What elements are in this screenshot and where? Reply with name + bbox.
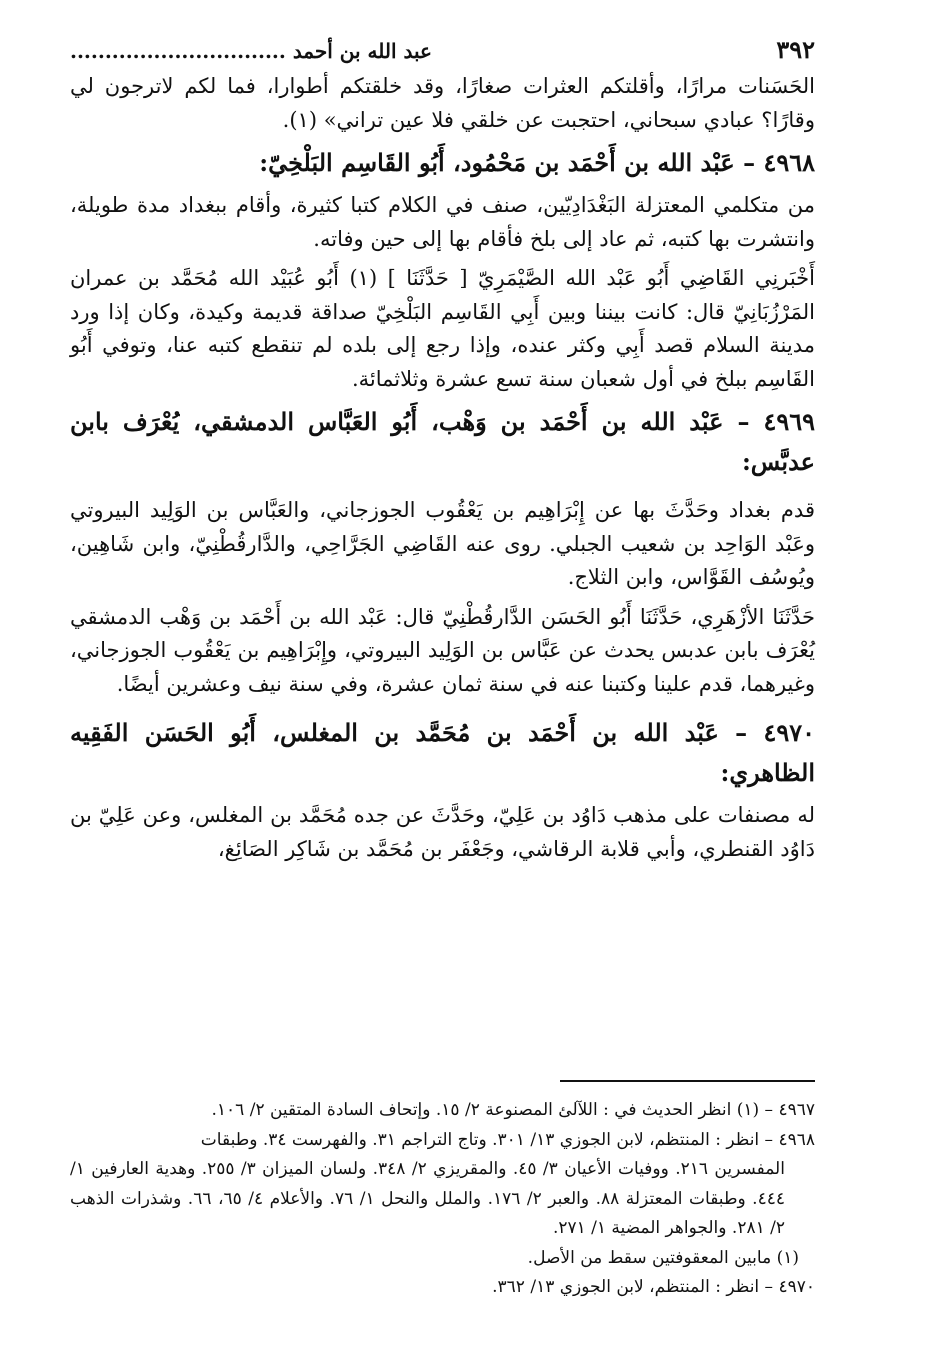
footnote-4970: ٤٩٧٠ – انظر : المنتظم، لابن الجوزي ١٣/ ٣٦٢. [492, 1277, 815, 1297]
page-number: ٣٩٢ [776, 35, 815, 64]
book-page [70, 30, 815, 1330]
entry-4969-paragraph-1: قدم بغداد وحَدَّثَ بها عن إِبْرَاهِيم بن يَعْقُوب الجوزجاني، والعَبَّاس بن الوَلِيد البيروتي وعَبْد الوَاحِد بن شعيب الجبلي. روى عنه القَاضِي الجَرَّاحِي، والدَّارقُطْنِيّ، وابن شَاهِين، ويُوسُف القَوَّاس، وابن الثلاج. [70, 498, 815, 589]
footnote-4968-note: (١) مابين المعقوفتين سقط من الأصل. [527, 1247, 799, 1268]
footnote-4968-line-1: ٤٩٦٨ – انظر : المنتظم، لابن الجوزي ١٣/ ٣٠١. وتاج التراجم ٣١. والفهرست ٣٤. وطبقات [200, 1129, 815, 1150]
footnotes [70, 1096, 815, 1303]
running-title-text: عبد الله بن أحمد [292, 39, 432, 63]
page-header [70, 30, 815, 70]
entry-heading-4970: ٤٩٧٠ – عَبْد الله بن أَحْمَد بن مُحَمَّد بن المغلس، أَبُو الحَسَن الفَقِيه الظاهري: [70, 718, 815, 787]
entry-heading-4969: ٤٩٦٩ – عَبْد الله بن أَحْمَد بن وَهْب، أَبُو العَبَّاس الدمشقي، يُعْرَف بابن عدبَّس: [70, 407, 815, 476]
footnote-4968-continued: المفسرين ٢١٦. ووفيات الأعيان ٣/ ٤٥. والمقريزي ٢/ ٣٤٨. ولسان الميزان ٣/ ٢٥٥. وهدية العارفين ١/ ٤٤٤. وطبقات المعتزلة ٨٨. والعبر ٢/ ١٧٦. والملل والنحل ١/ ٧٦. والأعلام ٤/ ٦٥، ٦٦. وشذرات الذهب ٢/ ٢٨١. والجواهر المضية ١/ ٢٧١. [70, 1159, 785, 1238]
entry-4968-paragraph-2: أَخْبَرنِي القَاضِي أَبُو عَبْد الله الصَّيْمَرِيّ [ حَدَّثَنَا ] (١) أَبُو عُبَيْد الله مُحَمَّد بن عمران المَرْزُبَانِيّ قال: كانت بيننا وبين أَبِي القَاسِم البَلْخِيّ صداقة قديمة وكيدة، وكان إذا ورد مدينة السلام قصد أَبِي وكثر عنده، وإذا رجع إلى بلده لم تنقطع كتبه عنا، وتوفي أَبُو القَاسِم ببلخ في أول شعبان سنة تسع عشرة وثلاثمائة. [70, 266, 815, 391]
entry-4969-paragraph-2: حَدَّثَنَا الأزْهَرِي، حَدَّثَنَا أَبُو الحَسَن الدَّارقُطْنِيّ قال: عَبْد الله بن أَحْمَد بن وَهْب الدمشقي يُعْرَف بابن عدبس يحدث عن عَبَّاس بن الوَلِيد البيروتي، وإِبْرَاهِيم بن يَعْقُوب الجوزجاني، وغيرهما، قدم علينا وكتبنا عنه في سنة ثمان عشرة، وفي سنة نيف وعشرين أيضًا. [70, 604, 815, 696]
entry-4970-paragraph-1: له مصنفات على مذهب دَاوُد بن عَلِيّ، وحَدَّثَ عن جده مُحَمَّد بن المغلس، وعن عَلِيّ بن دَاوُد القنطري، وأبي قلابة الرقاشي، وجَعْفَر بن مُحَمَّد بن شَاكِر الصَائِغ، [70, 803, 815, 861]
footnote-4967: ٤٩٦٧ – (١) انظر الحديث في : اللآلئ المصنوعة ٢/ ١٥. وإتحاف السادة المتقين ٢/ ١٠٦. [211, 1100, 815, 1120]
entry-4968-paragraph-1: من متكلمي المعتزلة البَغْدَادِيّين، صنف في الكلام كتبا كثيرة، وأقام ببغداد مدة طويلة، وانتشرت بها كتبه، ثم عاد إلى بلخ فأقام بها إلى حين وفاته. [70, 193, 815, 251]
entry-heading-4968: ٤٩٦٨ – عَبْد الله بن أَحْمَد بن مَحْمُود، أَبُو القَاسِم البَلْخِيّ: [259, 148, 815, 177]
footnote-divider [560, 1080, 815, 1082]
running-title: عبد الله بن أحمد ............................... [70, 39, 432, 63]
intro-paragraph: الحَسَنات مرارًا، وأقلتكم العثرات صغارًا، وقد خلقتكم أطوارا، فما لكم لاترجون لي وقارًا؟ عبادي سبحاني، احتجبت عن خلقي فلا عين تراني» (١). [70, 74, 815, 132]
